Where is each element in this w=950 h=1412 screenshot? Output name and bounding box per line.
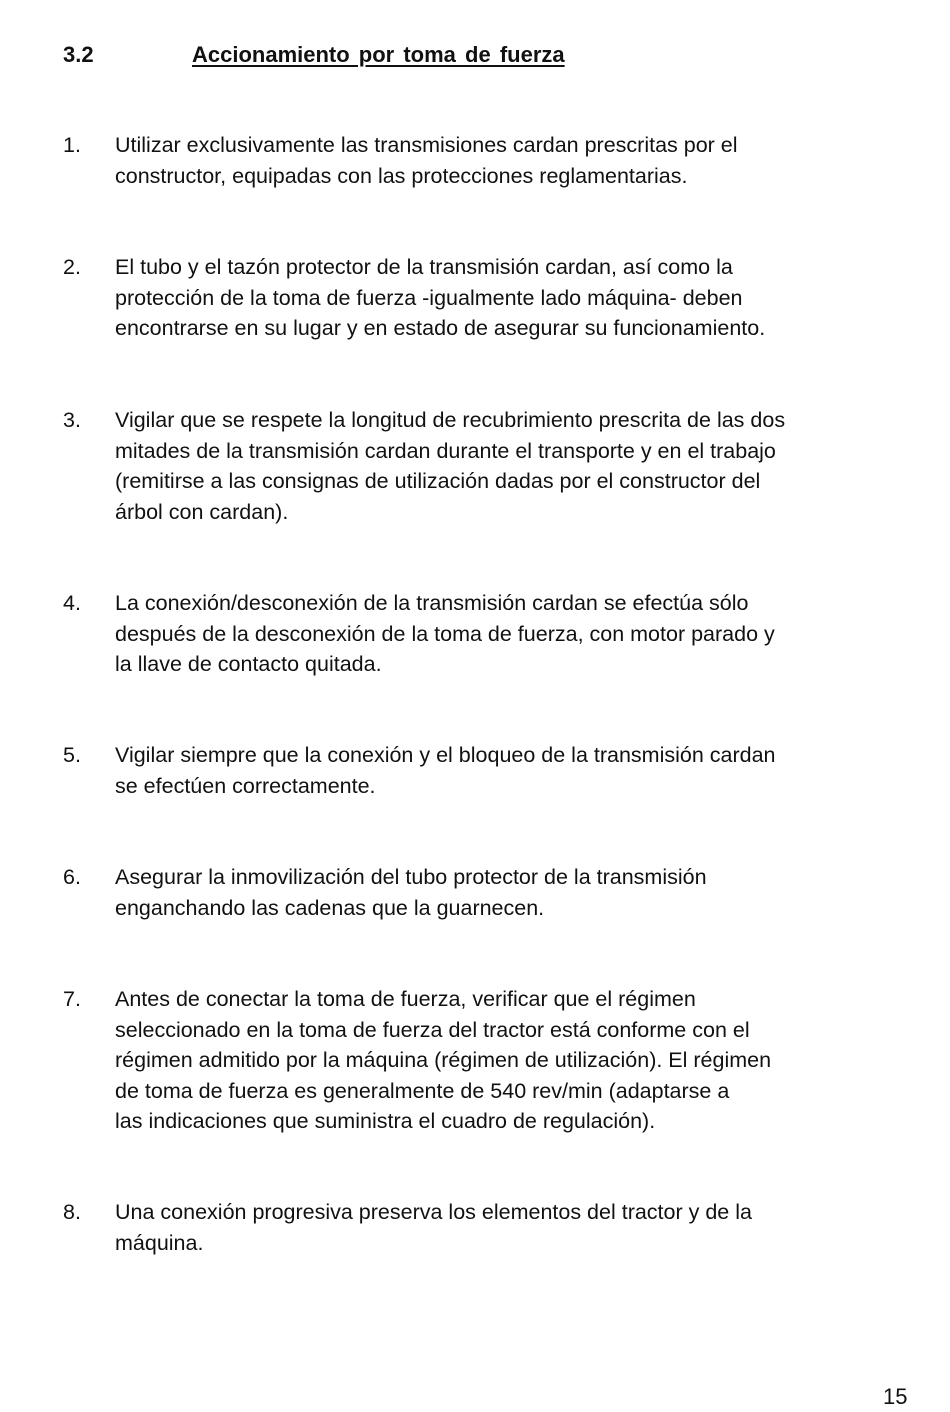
item-line: máquina.	[115, 1230, 204, 1255]
item-text	[115, 984, 920, 1137]
item-line: encontrarse en su lugar y en estado de asegurar su funcionamiento.	[115, 316, 766, 340]
item-number: 1.	[63, 133, 81, 157]
section-number: 3.2	[63, 42, 94, 67]
item-line: seleccionado en la toma de fuerza del tractor está conforme con el	[115, 1017, 750, 1042]
item-text	[115, 252, 920, 344]
section-title: Accionamiento por toma de fuerza	[192, 42, 565, 67]
item-line: constructor, equipadas con las protecciones reglamentarias.	[115, 163, 688, 188]
item-line: Utilizar exclusivamente las transmisiones cardan prescritas por el	[115, 133, 738, 157]
item-line: La conexión/desconexión de la transmisión cardan se efectúa sólo	[115, 591, 749, 615]
page-number: 15	[883, 1384, 908, 1409]
item-line: Una conexión progresiva preserva los elementos del tractor y de la	[115, 1200, 752, 1224]
item-line: mitades de la transmisión cardan durante el transporte y en el trabajo	[115, 438, 776, 463]
item-number: 8.	[63, 1200, 81, 1224]
item-line: árbol con cardan).	[115, 499, 289, 524]
item-line: Vigilar que se respete la longitud de recubrimiento prescrita de las dos	[115, 408, 786, 432]
item-number: 3.	[63, 408, 81, 432]
item-line: régimen admitido por la máquina (régimen de utilización). El régimen	[115, 1048, 772, 1072]
item-line: enganchando las cadenas que la guarnecen.	[115, 895, 545, 920]
item-text	[115, 1197, 920, 1258]
item-number: 7.	[63, 987, 81, 1011]
item-line: las indicaciones que suministra el cuadro de regulación).	[115, 1109, 656, 1133]
item-line: de toma de fuerza es generalmente de 540 rev/min (adaptarse a	[115, 1078, 730, 1103]
item-text	[115, 740, 920, 801]
item-line: Asegurar la inmovilización del tubo protector de la transmisión	[115, 865, 707, 889]
item-number: 6.	[63, 865, 81, 889]
item-number: 5.	[63, 743, 81, 767]
item-line: (remitirse a las consignas de utilización dadas por el constructor del	[115, 469, 761, 493]
item-line: la llave de contacto quitada.	[115, 652, 382, 676]
item-number: 2.	[63, 255, 81, 279]
item-line: protección de la toma de fuerza -igualmente lado máquina- deben	[115, 285, 743, 310]
item-text	[115, 862, 920, 923]
item-text	[115, 130, 920, 191]
item-line: después de la desconexión de la toma de fuerza, con motor parado y	[115, 621, 775, 646]
item-line: se efectúen correctamente.	[115, 773, 376, 798]
item-line: Antes de conectar la toma de fuerza, verificar que el régimen	[115, 987, 696, 1011]
item-text	[115, 405, 920, 527]
item-line: Vigilar siempre que la conexión y el bloqueo de la transmisión cardan	[115, 743, 776, 767]
item-text	[115, 588, 920, 680]
item-number: 4.	[63, 591, 81, 615]
item-line: El tubo y el tazón protector de la transmisión cardan, así como la	[115, 255, 733, 279]
